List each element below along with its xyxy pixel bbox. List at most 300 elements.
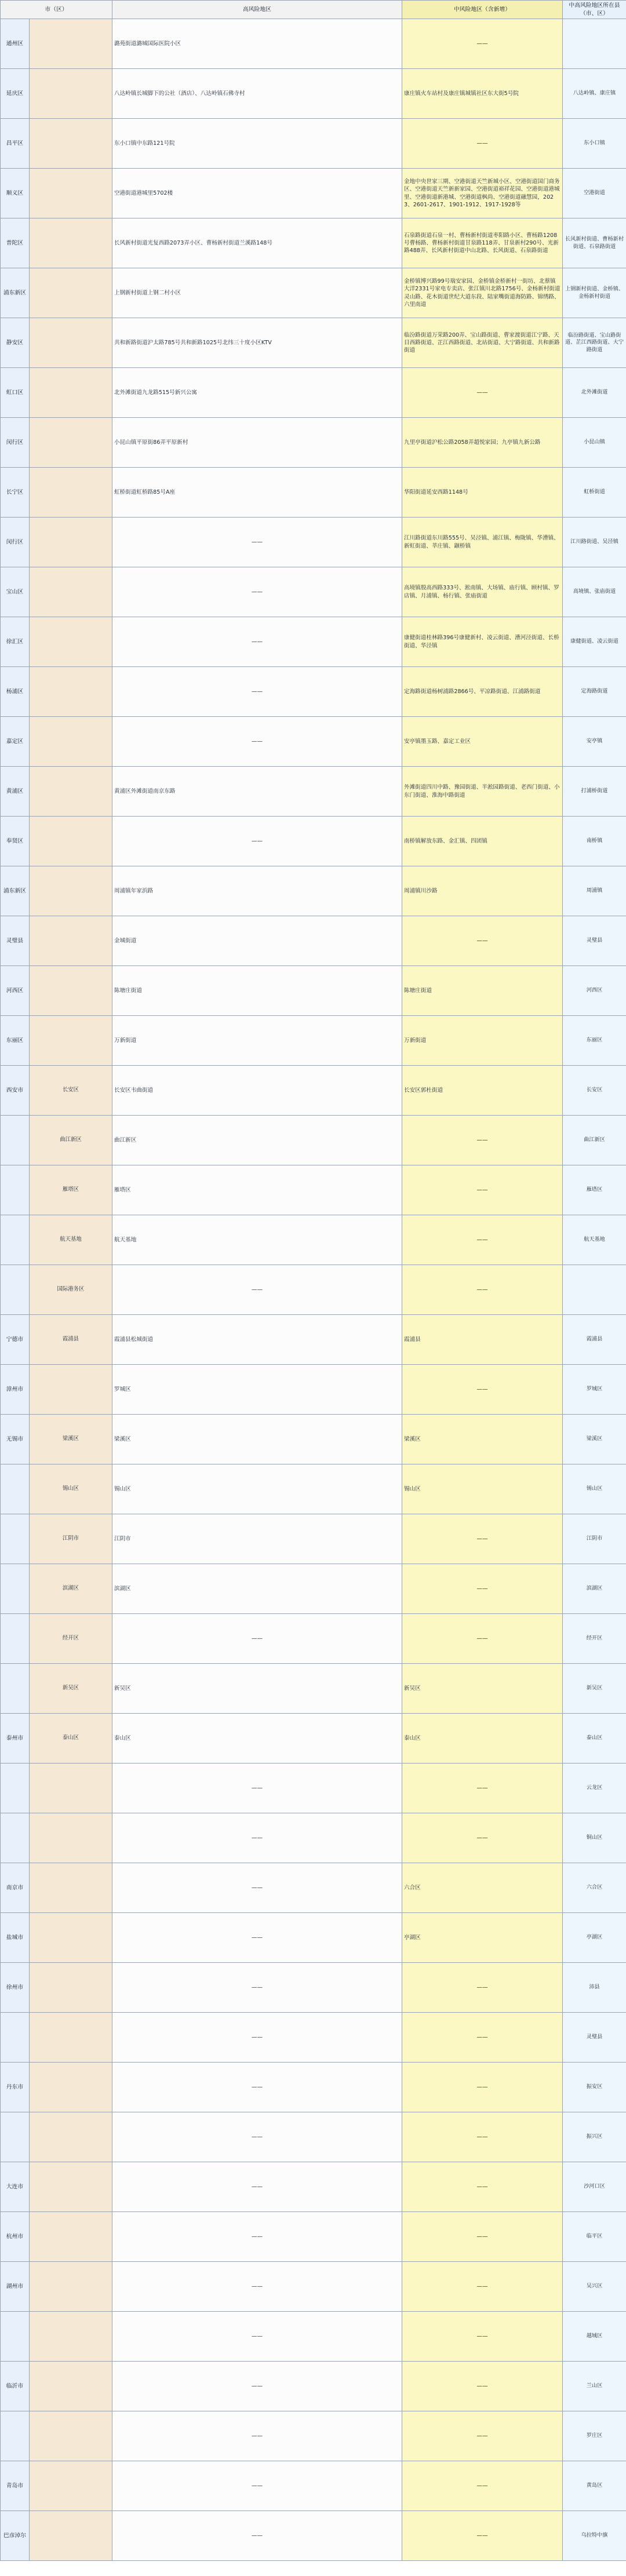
- mid-risk-cell: 康庄镇火车站村及康庄镇城镇社区东大街5号院: [402, 69, 563, 119]
- table-row: [1, 368, 626, 418]
- district-cell: [30, 1365, 112, 1415]
- mid-risk-cell: 新吴区: [402, 1664, 563, 1714]
- city-cell: [1, 1813, 30, 1863]
- risk-county-cell: 新吴区: [563, 1664, 626, 1714]
- district-cell: [30, 2162, 112, 2212]
- mid-risk-cell: ——: [402, 1614, 563, 1664]
- high-risk-cell: ——: [112, 2511, 402, 2561]
- table-row: [1, 1664, 626, 1714]
- high-risk-cell: 小昆山镇平原街86弄平原新村: [112, 418, 402, 468]
- mid-risk-cell: 亭湖区: [402, 1913, 563, 1963]
- mid-risk-cell: 外滩街道四川中路、豫园街道、半淞园路街道、老西门街道、小东门街道、淮海中路街道: [402, 767, 563, 817]
- district-cell: [30, 518, 112, 567]
- risk-county-cell: 长风新村街道、曹杨新村街道、石泉路街道: [563, 218, 626, 268]
- district-cell: [30, 966, 112, 1016]
- mid-risk-cell: ——: [402, 1265, 563, 1315]
- table-row: [1, 518, 626, 567]
- district-cell: [30, 1764, 112, 1813]
- high-risk-cell: 空港街道港城里5702楼: [112, 169, 402, 218]
- mid-risk-cell: 陈塘庄街道: [402, 966, 563, 1016]
- high-risk-cell: 梁溪区: [112, 1415, 402, 1464]
- mid-risk-cell: ——: [402, 2063, 563, 2112]
- high-risk-cell: 东小口镇中东路121号院: [112, 119, 402, 169]
- high-risk-cell: ——: [112, 617, 402, 667]
- high-risk-cell: 滨湖区: [112, 1564, 402, 1614]
- table-row: [1, 2112, 626, 2162]
- table-row: [1, 1066, 626, 1116]
- city-cell: 临沂市: [1, 2362, 30, 2411]
- district-cell: [30, 567, 112, 617]
- header-high-risk: 高风险地区: [112, 1, 402, 19]
- mid-risk-cell: ——: [402, 2411, 563, 2461]
- table-row: [1, 2063, 626, 2112]
- district-cell: [30, 368, 112, 418]
- mid-risk-cell: 南桥镇解放东路、金汇镇、四团镇: [402, 817, 563, 866]
- mid-risk-cell: ——: [402, 916, 563, 966]
- city-cell: 黄浦区: [1, 767, 30, 817]
- district-cell: [30, 866, 112, 916]
- high-risk-cell: ——: [112, 1963, 402, 2013]
- city-cell: 顺义区: [1, 169, 30, 218]
- high-risk-cell: 航天基地: [112, 1215, 402, 1265]
- city-cell: 宁德市: [1, 1315, 30, 1365]
- city-cell: [1, 2013, 30, 2063]
- city-cell: [1, 1664, 30, 1714]
- table-row: [1, 468, 626, 518]
- high-risk-cell: ——: [112, 817, 402, 866]
- table-row: [1, 1714, 626, 1764]
- district-cell: [30, 2511, 112, 2561]
- mid-risk-cell: ——: [402, 368, 563, 418]
- city-cell: 湖州市: [1, 2262, 30, 2312]
- city-cell: 泰州市: [1, 1714, 30, 1764]
- risk-county-cell: 梁溪区: [563, 1415, 626, 1464]
- city-cell: [1, 1116, 30, 1165]
- risk-county-cell: [563, 19, 626, 69]
- city-cell: 河西区: [1, 966, 30, 1016]
- high-risk-cell: 新吴区: [112, 1664, 402, 1714]
- city-cell: 杭州市: [1, 2212, 30, 2262]
- table-row: [1, 2511, 626, 2561]
- risk-county-cell: 罗城区: [563, 1365, 626, 1415]
- district-cell: [30, 2411, 112, 2461]
- risk-county-cell: 安亭镇: [563, 717, 626, 767]
- table-row: [1, 2362, 626, 2411]
- district-cell: [30, 1863, 112, 1913]
- district-cell: 曲江新区: [30, 1116, 112, 1165]
- high-risk-cell: 江阴市: [112, 1514, 402, 1564]
- risk-county-cell: 振兴区: [563, 2112, 626, 2162]
- district-cell: 梁溪区: [30, 1415, 112, 1464]
- high-risk-cell: ——: [112, 2063, 402, 2112]
- table-row: [1, 169, 626, 218]
- high-risk-cell: 黄浦区外滩街道南京东路: [112, 767, 402, 817]
- risk-county-cell: 航天基地: [563, 1215, 626, 1265]
- table-row: [1, 2262, 626, 2312]
- table-row: [1, 268, 626, 318]
- risk-county-cell: 虹桥街道: [563, 468, 626, 518]
- table-row: [1, 218, 626, 268]
- risk-county-cell: 北外滩街道: [563, 368, 626, 418]
- district-cell: [30, 2013, 112, 2063]
- risk-county-cell: 空港街道: [563, 169, 626, 218]
- city-cell: 西安市: [1, 1066, 30, 1116]
- city-cell: [1, 1564, 30, 1614]
- district-cell: [30, 717, 112, 767]
- mid-risk-cell: ——: [402, 1365, 563, 1415]
- high-risk-cell: ——: [112, 1764, 402, 1813]
- risk-county-cell: 黄岛区: [563, 2461, 626, 2511]
- mid-risk-cell: ——: [402, 1116, 563, 1165]
- table-row: [1, 1365, 626, 1415]
- mid-risk-cell: ——: [402, 1564, 563, 1614]
- risk-county-cell: 八达岭镇、康庄镇: [563, 69, 626, 119]
- mid-risk-cell: 九里亭街道沪松公路2058弄超悦家园；九亭镇九新公路: [402, 418, 563, 468]
- district-cell: [30, 418, 112, 468]
- risk-county-cell: 沙河口区: [563, 2162, 626, 2212]
- risk-county-cell: 亭湖区: [563, 1913, 626, 1963]
- table-row: [1, 1863, 626, 1913]
- district-cell: [30, 1016, 112, 1066]
- district-cell: [30, 1813, 112, 1863]
- district-cell: [30, 2362, 112, 2411]
- table-row: [1, 1165, 626, 1215]
- risk-county-cell: 乌拉特中旗: [563, 2511, 626, 2561]
- district-cell: 锡山区: [30, 1464, 112, 1514]
- high-risk-cell: 泰山区: [112, 1714, 402, 1764]
- risk-county-cell: 灵璧县: [563, 916, 626, 966]
- risk-county-cell: 锡山区: [563, 1464, 626, 1514]
- high-risk-cell: 雁塔区: [112, 1165, 402, 1215]
- mid-risk-cell: 康健街道桂林路396号康健新村、凌云街道、漕河泾街道、长桥街道、华泾镇: [402, 617, 563, 667]
- city-cell: 杨浦区: [1, 667, 30, 717]
- district-cell: [30, 2262, 112, 2312]
- mid-risk-cell: 金桥镇博兴路99号瑞安家园、金桥镇金桥新村一街坊、北蔡镇大洋2331号家电专卖店、张江镇川北路1756号、金杨新村街道灵山路、花木街道世纪大道东段、陆家嘴街道海防路、锦绣路、六里南道: [402, 268, 563, 318]
- high-risk-cell: ——: [112, 1265, 402, 1315]
- risk-county-cell: 罗庄区: [563, 2411, 626, 2461]
- high-risk-cell: 共和新路街道沪太路785号共和新路1025号北纬三十度小区KTV: [112, 318, 402, 368]
- high-risk-cell: 长风新村街道光复西路2073弄小区、曹杨新村街道兰溪路148号: [112, 218, 402, 268]
- risk-county-cell: 江阴市: [563, 1514, 626, 1564]
- mid-risk-cell: ——: [402, 19, 563, 69]
- table-row: [1, 418, 626, 468]
- high-risk-cell: ——: [112, 1863, 402, 1913]
- high-risk-cell: 万新街道: [112, 1016, 402, 1066]
- district-cell: 新吴区: [30, 1664, 112, 1714]
- risk-county-cell: 振安区: [563, 2063, 626, 2112]
- district-cell: [30, 916, 112, 966]
- table-row: [1, 2013, 626, 2063]
- risk-county-cell: 临平区: [563, 2212, 626, 2262]
- high-risk-cell: 潞苑街道潞城国际医院小区: [112, 19, 402, 69]
- table-row: [1, 1315, 626, 1365]
- mid-risk-cell: ——: [402, 1963, 563, 2013]
- district-cell: [30, 69, 112, 119]
- table-row: [1, 119, 626, 169]
- table-row: [1, 1265, 626, 1315]
- table-row: [1, 1215, 626, 1265]
- table-row: [1, 567, 626, 617]
- mid-risk-cell: 江川路街道东川路555号、吴泾镇、浦江镇、梅陇镇、华漕镇、新虹街道、莘庄镇、颛桥镇: [402, 518, 563, 567]
- table-row: [1, 318, 626, 368]
- district-cell: [30, 169, 112, 218]
- high-risk-cell: ——: [112, 2411, 402, 2461]
- table-row: [1, 1813, 626, 1863]
- high-risk-cell: ——: [112, 1614, 402, 1664]
- risk-county-cell: 滨湖区: [563, 1564, 626, 1614]
- mid-risk-cell: 万新街道: [402, 1016, 563, 1066]
- high-risk-cell: ——: [112, 717, 402, 767]
- table-row: [1, 916, 626, 966]
- city-cell: 闵行区: [1, 518, 30, 567]
- district-cell: [30, 2112, 112, 2162]
- district-cell: 泰山区: [30, 1714, 112, 1764]
- mid-risk-cell: 长安区郭杜街道: [402, 1066, 563, 1116]
- high-risk-cell: 北外滩街道九龙路515号新兴公寓: [112, 368, 402, 418]
- district-cell: [30, 1963, 112, 2013]
- table-row: [1, 1963, 626, 2013]
- header-risk-county: 中高风险地区所在县（市、区）: [563, 1, 626, 19]
- high-risk-cell: 长安区韦曲街道: [112, 1066, 402, 1116]
- table-row: [1, 1614, 626, 1664]
- city-cell: 延庆区: [1, 69, 30, 119]
- high-risk-cell: ——: [112, 2112, 402, 2162]
- mid-risk-cell: 定海路街道杨树浦路2866号、平凉路街道、江浦路街道: [402, 667, 563, 717]
- city-cell: [1, 1265, 30, 1315]
- mid-risk-cell: ——: [402, 2461, 563, 2511]
- district-cell: [30, 2063, 112, 2112]
- risk-county-cell: 灵璧县: [563, 2013, 626, 2063]
- district-cell: [30, 2312, 112, 2362]
- table-row: [1, 866, 626, 916]
- city-cell: 长宁区: [1, 468, 30, 518]
- table-row: [1, 69, 626, 119]
- city-cell: [1, 2112, 30, 2162]
- mid-risk-cell: 霞浦县: [402, 1315, 563, 1365]
- mid-risk-cell: 梁溪区: [402, 1415, 563, 1464]
- city-cell: 南京市: [1, 1863, 30, 1913]
- district-cell: [30, 767, 112, 817]
- high-risk-cell: ——: [112, 2212, 402, 2262]
- district-cell: [30, 218, 112, 268]
- mid-risk-cell: 泰山区: [402, 1714, 563, 1764]
- city-cell: 昌平区: [1, 119, 30, 169]
- table-row: [1, 817, 626, 866]
- risk-county-cell: 泰山区: [563, 1714, 626, 1764]
- mid-risk-cell: ——: [402, 1165, 563, 1215]
- city-cell: 静安区: [1, 318, 30, 368]
- mid-risk-cell: ——: [402, 2362, 563, 2411]
- city-cell: 闵行区: [1, 418, 30, 468]
- city-cell: 无锡市: [1, 1415, 30, 1464]
- district-cell: [30, 318, 112, 368]
- city-cell: 大连市: [1, 2162, 30, 2212]
- table-row: [1, 1116, 626, 1165]
- city-cell: 虹口区: [1, 368, 30, 418]
- district-cell: [30, 2212, 112, 2262]
- mid-risk-cell: 华阳街道延安西路1148号: [402, 468, 563, 518]
- risk-county-cell: 南桥镇: [563, 817, 626, 866]
- city-cell: [1, 1614, 30, 1664]
- risk-county-cell: 兰山区: [563, 2362, 626, 2411]
- risk-county-cell: 六合区: [563, 1863, 626, 1913]
- city-cell: 灵璧县: [1, 916, 30, 966]
- risk-county-cell: 雁塔区: [563, 1165, 626, 1215]
- high-risk-cell: ——: [112, 2312, 402, 2362]
- mid-risk-cell: 临汾路街道万荣路200弄、宝山路街道、曹家渡街道江宁路、天目西路街道、芷江西路街道、北站街道、大宁路街道、共和新路街道: [402, 318, 563, 368]
- high-risk-cell: ——: [112, 667, 402, 717]
- high-risk-cell: ——: [112, 2362, 402, 2411]
- mid-risk-cell: ——: [402, 2262, 563, 2312]
- header-city: 市（区）: [1, 1, 112, 19]
- city-cell: 巴彦淖尔: [1, 2511, 30, 2561]
- risk-county-cell: 沛县: [563, 1963, 626, 2013]
- risk-county-cell: 吴兴区: [563, 2262, 626, 2312]
- city-cell: 徐州市: [1, 1963, 30, 2013]
- table-row: [1, 2461, 626, 2511]
- district-cell: 雁塔区: [30, 1165, 112, 1215]
- table-row: [1, 1764, 626, 1813]
- district-cell: [30, 617, 112, 667]
- district-cell: 江阴市: [30, 1514, 112, 1564]
- city-cell: 宝山区: [1, 567, 30, 617]
- district-cell: [30, 667, 112, 717]
- city-cell: [1, 2411, 30, 2461]
- risk-county-cell: 上钢新村街道、金桥镇、金杨新村街道: [563, 268, 626, 318]
- high-risk-cell: 金城街道: [112, 916, 402, 966]
- table-row: [1, 1016, 626, 1066]
- high-risk-cell: 霞浦县松城街道: [112, 1315, 402, 1365]
- table-row: [1, 617, 626, 667]
- district-cell: [30, 468, 112, 518]
- mid-risk-cell: 六合区: [402, 1863, 563, 1913]
- high-risk-cell: ——: [112, 567, 402, 617]
- high-risk-cell: 曲江新区: [112, 1116, 402, 1165]
- city-cell: 通州区: [1, 19, 30, 69]
- risk-county-cell: 康健街道、凌云街道: [563, 617, 626, 667]
- high-risk-cell: 罗城区: [112, 1365, 402, 1415]
- district-cell: 长安区: [30, 1066, 112, 1116]
- mid-risk-cell: ——: [402, 1813, 563, 1863]
- high-risk-cell: ——: [112, 1913, 402, 1963]
- table-row: [1, 717, 626, 767]
- district-cell: [30, 2461, 112, 2511]
- risk-county-cell: 越城区: [563, 2312, 626, 2362]
- table-row: [1, 19, 626, 69]
- high-risk-cell: ——: [112, 1813, 402, 1863]
- risk-county-cell: 高境镇、张庙街道: [563, 567, 626, 617]
- table-row: [1, 966, 626, 1016]
- city-cell: [1, 1464, 30, 1514]
- high-risk-cell: ——: [112, 2013, 402, 2063]
- risk-county-cell: 打浦桥街道: [563, 767, 626, 817]
- risk-county-cell: 经开区: [563, 1614, 626, 1664]
- high-risk-cell: 周浦镇年家浜路: [112, 866, 402, 916]
- table-body: [1, 19, 626, 2561]
- table-header: [1, 1, 626, 19]
- table-row: [1, 2312, 626, 2362]
- mid-risk-cell: 高境镇殷高西路333号、淞南镇、大场镇、庙行镇、顾村镇、罗店镇、月浦镇、杨行镇、张庙街道: [402, 567, 563, 617]
- table-row: [1, 2411, 626, 2461]
- high-risk-cell: ——: [112, 2162, 402, 2212]
- mid-risk-cell: ——: [402, 2112, 563, 2162]
- risk-county-cell: 小昆山镇: [563, 418, 626, 468]
- city-cell: [1, 1165, 30, 1215]
- risk-county-cell: [563, 1265, 626, 1315]
- risk-county-cell: 东丽区: [563, 1016, 626, 1066]
- mid-risk-cell: ——: [402, 1764, 563, 1813]
- mid-risk-cell: 锡山区: [402, 1464, 563, 1514]
- high-risk-cell: 虹桥街道虹桥路85号A座: [112, 468, 402, 518]
- risk-county-cell: 河西区: [563, 966, 626, 1016]
- city-cell: 浦东新区: [1, 268, 30, 318]
- risk-county-cell: 东小口镇: [563, 119, 626, 169]
- mid-risk-cell: ——: [402, 2511, 563, 2561]
- table-row: [1, 667, 626, 717]
- high-risk-cell: ——: [112, 2461, 402, 2511]
- city-cell: 盐城市: [1, 1913, 30, 1963]
- risk-county-cell: 曲江新区: [563, 1116, 626, 1165]
- city-cell: 东丽区: [1, 1016, 30, 1066]
- high-risk-cell: ——: [112, 518, 402, 567]
- city-cell: 普陀区: [1, 218, 30, 268]
- city-cell: 奉贤区: [1, 817, 30, 866]
- mid-risk-cell: ——: [402, 2013, 563, 2063]
- district-cell: [30, 19, 112, 69]
- district-cell: 霞浦县: [30, 1315, 112, 1365]
- mid-risk-cell: ——: [402, 2162, 563, 2212]
- city-cell: [1, 1215, 30, 1265]
- mid-risk-cell: ——: [402, 1215, 563, 1265]
- table-row: [1, 1913, 626, 1963]
- header-mid-risk: 中风险地区（含新增）: [402, 1, 563, 19]
- high-risk-cell: 陈塘庄街道: [112, 966, 402, 1016]
- mid-risk-cell: ——: [402, 2312, 563, 2362]
- high-risk-cell: 上钢新村街道上钢二村小区: [112, 268, 402, 318]
- district-cell: [30, 268, 112, 318]
- district-cell: 滨湖区: [30, 1564, 112, 1614]
- table-row: [1, 2162, 626, 2212]
- high-risk-cell: 八达岭镇长城脚下的公社（酒店）、八达岭镇石佛寺村: [112, 69, 402, 119]
- risk-county-cell: 长安区: [563, 1066, 626, 1116]
- city-cell: 浦东新区: [1, 866, 30, 916]
- mid-risk-cell: 金地中央世家三期、空港街道天竺新城小区、空港街道国门商务区、空港街道天竺新新家园、空港街道裕祥花园、空港街道港城里、空港街道新港城、空港街道枫尚、空港街道融慧园，2023、2601-2617、1901-1912、1917-1928等: [402, 169, 563, 218]
- district-cell: 航天基地: [30, 1215, 112, 1265]
- mid-risk-cell: ——: [402, 2212, 563, 2262]
- mid-risk-cell: 周浦镇川沙路: [402, 866, 563, 916]
- mid-risk-cell: 安亭镇墨玉路、嘉定工业区: [402, 717, 563, 767]
- district-cell: 国际港务区: [30, 1265, 112, 1315]
- table-row: [1, 1514, 626, 1564]
- risk-county-cell: 周浦镇: [563, 866, 626, 916]
- mid-risk-cell: ——: [402, 1514, 563, 1564]
- district-cell: [30, 1913, 112, 1963]
- mid-risk-cell: 石泉路街道石泉一村、曹杨新村街道枣阳路小区、曹杨路1208号曹杨路、曹杨新村街道甘泉路118弄、甘泉新村290号、光新路488弄、长风新村街道中山北路、长风街道、石泉路街道: [402, 218, 563, 268]
- city-cell: [1, 2312, 30, 2362]
- district-cell: [30, 817, 112, 866]
- risk-county-cell: 临汾路街道、宝山路街道、芷江西路街道、大宁路街道: [563, 318, 626, 368]
- city-cell: 丹东市: [1, 2063, 30, 2112]
- high-risk-cell: 锡山区: [112, 1464, 402, 1514]
- district-cell: 经开区: [30, 1614, 112, 1664]
- risk-county-cell: 定海路街道: [563, 667, 626, 717]
- risk-county-cell: 铜山区: [563, 1813, 626, 1863]
- city-cell: 青岛市: [1, 2461, 30, 2511]
- risk-county-cell: 江川路街道、吴泾镇: [563, 518, 626, 567]
- city-cell: [1, 1764, 30, 1813]
- city-cell: 漳州市: [1, 1365, 30, 1415]
- table-row: [1, 1415, 626, 1464]
